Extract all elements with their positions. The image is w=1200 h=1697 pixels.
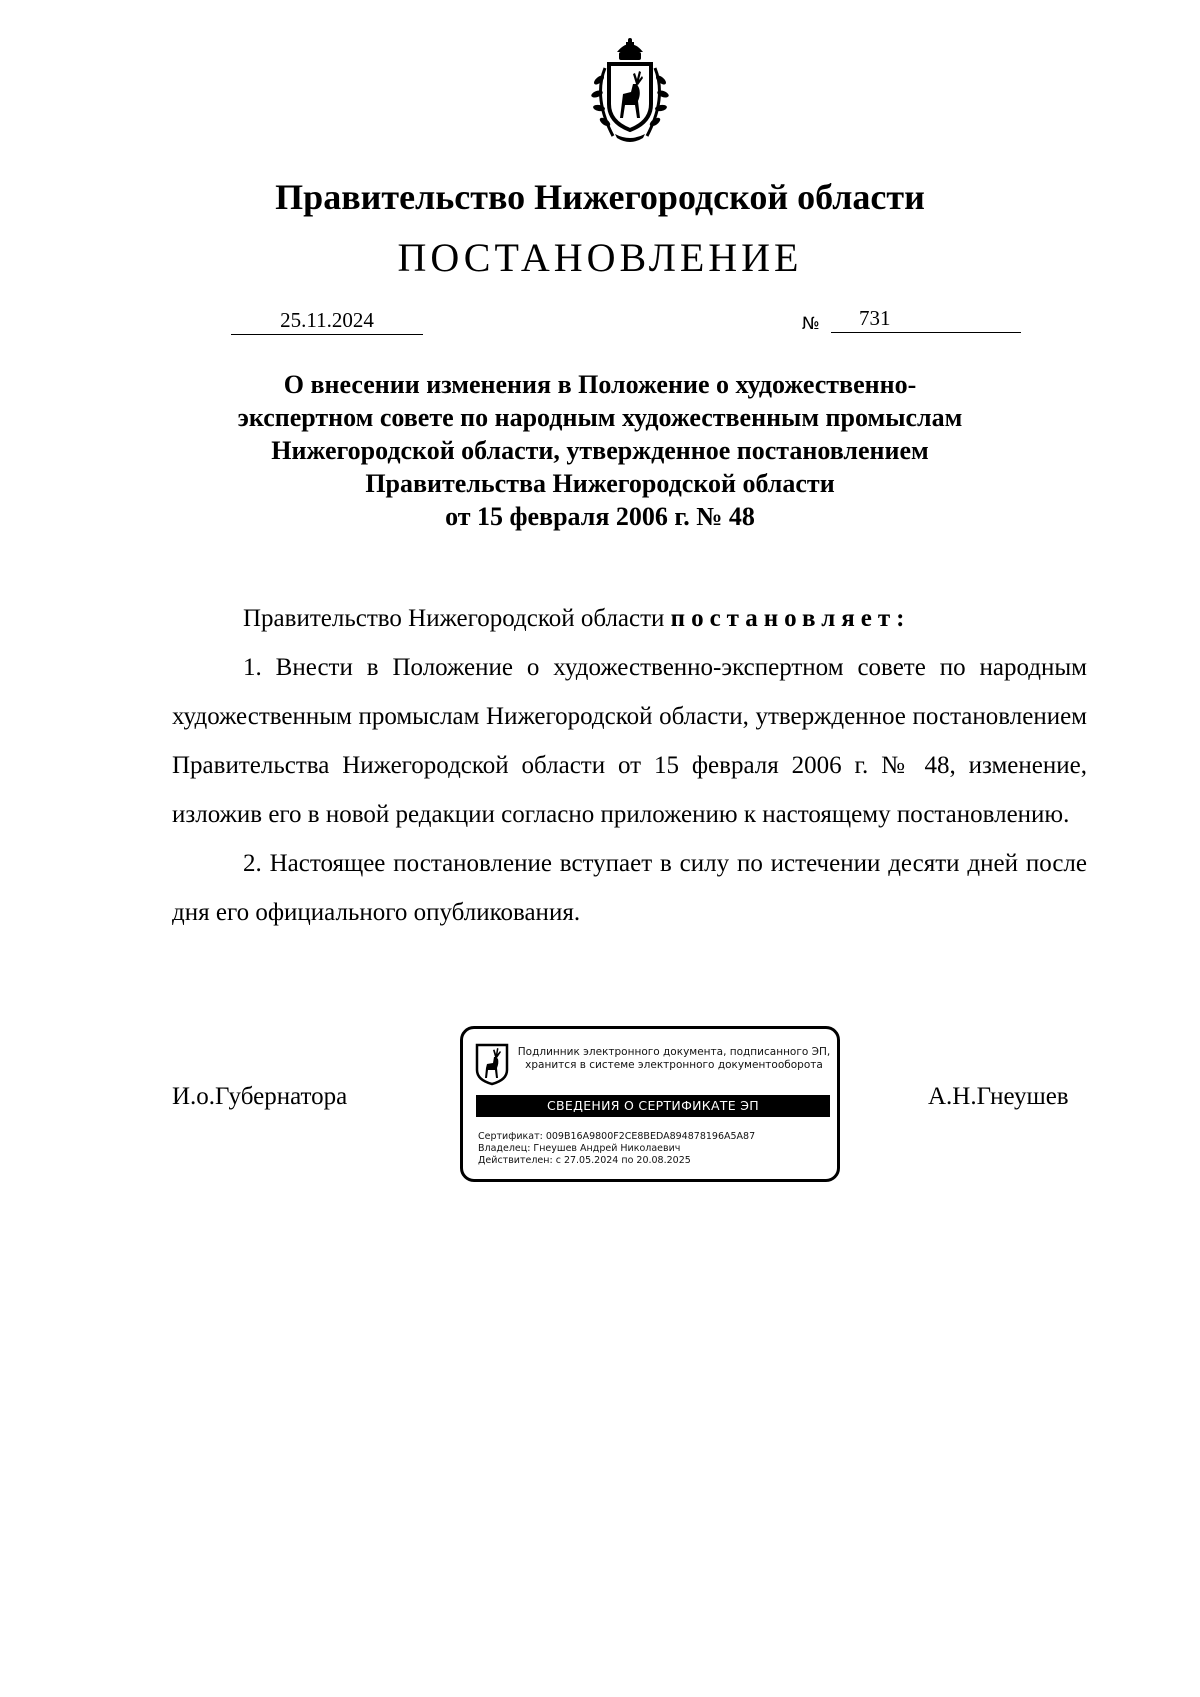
subject-line: Правительства Нижегородской области [365, 469, 835, 498]
paragraph-2: 2. Настоящее постановление вступает в силу по истечении десяти дней после дня его официального опубликования. [172, 850, 1087, 926]
certificate-owner: Владелец: Гнеушев Андрей Николаевич [478, 1143, 681, 1154]
deer-coat-of-arms-icon [474, 1042, 510, 1086]
subject-line: от 15 февраля 2006 г. № 48 [445, 502, 755, 531]
preamble-action: постановляет: [670, 605, 911, 632]
signatory-position: И.о.Губернатора [172, 1083, 348, 1110]
stamp-notice-line: хранится в системе электронного документооборота [525, 1059, 823, 1071]
certificate-validity: Действителен: с 27.05.2024 по 20.08.2025 [478, 1155, 691, 1166]
subject-line: О внесении изменения в Положение о художественно- [283, 370, 917, 399]
document-type: ПОСТАНОВЛЕНИЕ [397, 235, 803, 280]
document-number-value: 731 [859, 306, 891, 330]
subject-line: экспертном совете по народным художественным промыслам [237, 403, 963, 432]
coat-of-arms-icon [575, 38, 685, 148]
stamp-header: СВЕДЕНИЯ О СЕРТИФИКАТЕ ЭП [476, 1095, 830, 1117]
document-number [831, 304, 1021, 333]
number-label: № [802, 314, 820, 334]
certificate-details [478, 1131, 834, 1167]
document-date: 25.11.2024 [231, 306, 423, 335]
document-subject [170, 368, 1030, 533]
certificate-id: Сертификат: 009B16A9800F2CE8BEDA894878196A5A87 [478, 1131, 756, 1142]
stamp-notice-line: Подлинник электронного документа, подписанного ЭП, [517, 1046, 831, 1058]
preamble-text: Правительство Нижегородской области [243, 605, 665, 632]
subject-line: Нижегородской области, утвержденное постановлением [271, 436, 929, 465]
signatory-name: А.Н.Гнеушев [928, 1083, 1069, 1110]
electronic-signature-stamp [460, 1026, 840, 1182]
organization-title: Правительство Нижегородской области [275, 177, 925, 217]
document-body [172, 594, 1087, 937]
paragraph-1: 1. Внести в Положение о художественно-экспертном совете по народным художественным промыслам Нижегородской области, утвержденное постановлением Правительства Нижегородской области от 15 февраля 2006 г. № 48, изменение, изложив его в новой редакции согласно приложению к настоящему постановлению. [172, 654, 1087, 828]
preamble [172, 594, 1087, 643]
stamp-notice [515, 1046, 833, 1072]
